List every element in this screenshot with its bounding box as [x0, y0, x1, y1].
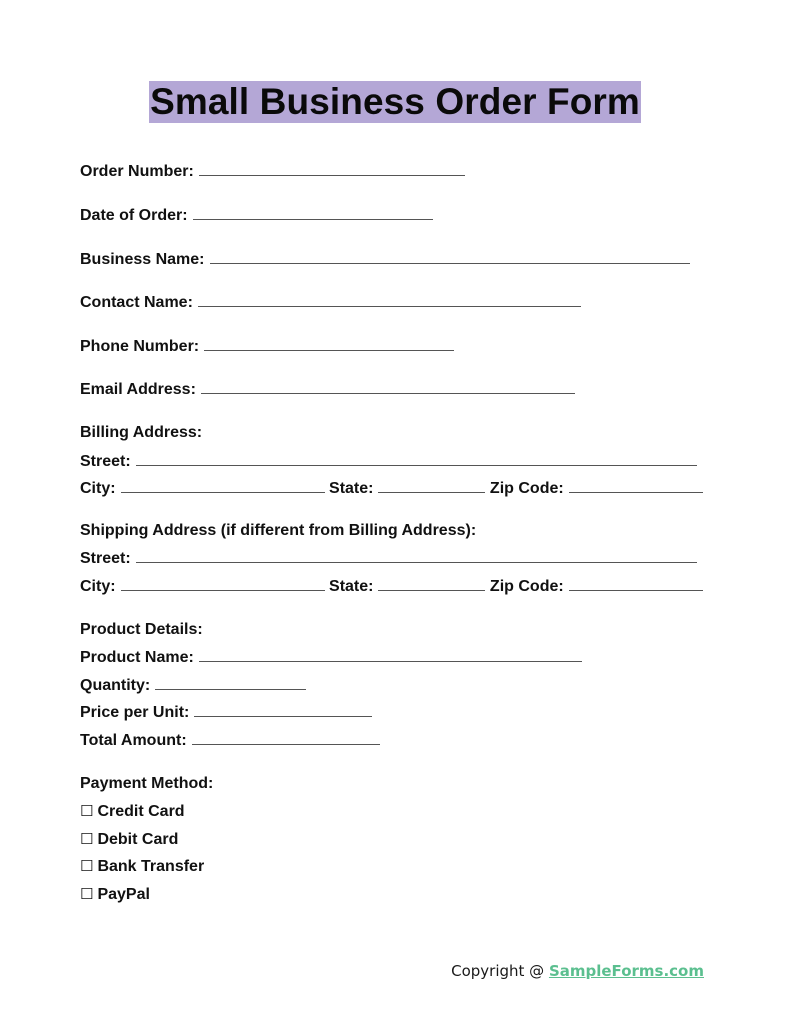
contact-name-row: [80, 292, 581, 313]
date-of-order-label: Date of Order:: [80, 207, 188, 224]
billing-street-row: [80, 451, 697, 472]
total-amount-field[interactable]: [192, 730, 380, 745]
checkbox-icon[interactable]: ☐: [80, 857, 94, 875]
price-per-unit-row: [80, 702, 372, 723]
order-number-label: Order Number:: [80, 163, 194, 180]
payment-heading: Payment Method:: [80, 775, 214, 792]
shipping-zip-field[interactable]: [569, 576, 703, 591]
payment-option-label: Credit Card: [97, 803, 185, 820]
title-container: [0, 81, 790, 123]
shipping-state-label: State:: [329, 578, 374, 595]
payment-option-credit-card[interactable]: [80, 801, 185, 822]
shipping-heading: Shipping Address (if different from Billing Address):: [80, 522, 477, 539]
phone-number-field[interactable]: [204, 336, 454, 351]
billing-city-label: City:: [80, 480, 116, 497]
order-number-row: [80, 161, 465, 182]
billing-city-row: [80, 478, 703, 499]
quantity-row: [80, 675, 306, 696]
payment-option-label: Bank Transfer: [97, 858, 205, 875]
payment-option-bank-transfer[interactable]: [80, 856, 204, 877]
payment-option-paypal[interactable]: [80, 884, 150, 905]
email-address-label: Email Address:: [80, 381, 196, 398]
footer-copyright: [451, 962, 704, 980]
payment-option-label: PayPal: [97, 886, 150, 903]
price-per-unit-field[interactable]: [194, 702, 372, 717]
payment-option-label: Debit Card: [97, 831, 179, 848]
shipping-street-field[interactable]: [136, 548, 697, 563]
product-name-label: Product Name:: [80, 649, 194, 666]
billing-zip-field[interactable]: [569, 478, 703, 493]
date-of-order-row: [80, 205, 433, 226]
shipping-zip-label: Zip Code:: [489, 578, 564, 595]
sampleforms-link[interactable]: SampleForms.com: [548, 962, 704, 980]
total-amount-label: Total Amount:: [80, 732, 187, 749]
payment-option-debit-card[interactable]: [80, 829, 178, 850]
phone-number-row: [80, 336, 454, 357]
quantity-field[interactable]: [155, 675, 306, 690]
shipping-city-row: [80, 576, 703, 597]
checkbox-icon[interactable]: ☐: [80, 802, 94, 820]
billing-state-field[interactable]: [378, 478, 485, 493]
product-heading: Product Details:: [80, 621, 203, 638]
business-name-field[interactable]: [210, 249, 690, 264]
order-number-field[interactable]: [199, 161, 465, 176]
checkbox-icon[interactable]: ☐: [80, 885, 94, 903]
product-name-row: [80, 647, 582, 668]
copyright-text: Copyright @: [451, 962, 549, 980]
checkbox-icon[interactable]: ☐: [80, 830, 94, 848]
price-per-unit-label: Price per Unit:: [80, 704, 190, 721]
shipping-street-row: [80, 548, 697, 569]
shipping-street-label: Street:: [80, 550, 131, 567]
page-title: Small Business Order Form: [150, 81, 640, 122]
total-amount-row: [80, 730, 380, 751]
shipping-city-label: City:: [80, 578, 116, 595]
business-name-label: Business Name:: [80, 251, 205, 268]
phone-number-label: Phone Number:: [80, 338, 200, 355]
billing-street-field[interactable]: [136, 451, 697, 466]
contact-name-label: Contact Name:: [80, 294, 193, 311]
email-address-row: [80, 379, 575, 400]
billing-street-label: Street:: [80, 453, 131, 470]
shipping-state-field[interactable]: [378, 576, 485, 591]
email-address-field[interactable]: [201, 379, 575, 394]
date-of-order-field[interactable]: [193, 205, 433, 220]
shipping-city-field[interactable]: [121, 576, 325, 591]
billing-zip-label: Zip Code:: [489, 480, 564, 497]
quantity-label: Quantity:: [80, 677, 151, 694]
billing-heading: Billing Address:: [80, 424, 203, 441]
product-name-field[interactable]: [199, 647, 582, 662]
billing-city-field[interactable]: [121, 478, 325, 493]
business-name-row: [80, 249, 690, 270]
billing-state-label: State:: [329, 480, 374, 497]
contact-name-field[interactable]: [198, 292, 581, 307]
